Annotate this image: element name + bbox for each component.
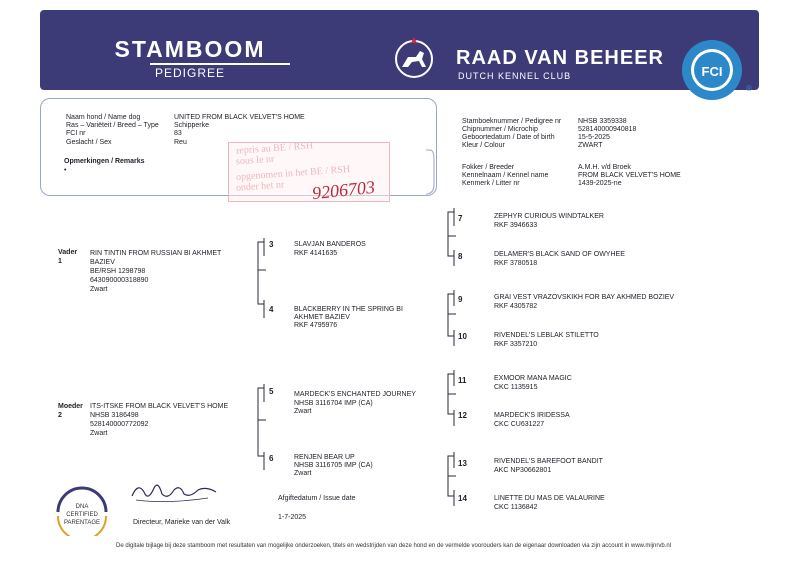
gp-line: Zwart bbox=[294, 470, 312, 477]
breeder-value: A.M.H. v/d Broek bbox=[578, 164, 631, 171]
dam-number: 2 bbox=[58, 412, 62, 419]
dam-reg: NHSB 3186498 bbox=[90, 412, 139, 419]
gp-line: SLAVJAN BANDEROS bbox=[294, 241, 366, 248]
org-name: RAAD VAN BEHEER bbox=[456, 47, 664, 69]
kennel-label: Kennelnaam / Kennel name bbox=[462, 172, 549, 179]
colour-value: ZWART bbox=[578, 142, 603, 149]
chip-label: Chipnummer / Microchip bbox=[462, 126, 538, 133]
stamp-line-2: sous le nr bbox=[235, 153, 275, 168]
sire-name-1: RIN TINTIN FROM RUSSIAN BI AKHMET bbox=[90, 250, 222, 257]
dob-value: 15-5-2025 bbox=[578, 134, 610, 141]
litter-label: Kenmerk / Litter nr bbox=[462, 180, 520, 187]
stamp-line-4: onder het nr bbox=[235, 179, 285, 194]
ggp-reg: RKF 3357210 bbox=[494, 341, 538, 348]
ggp-number: 14 bbox=[458, 494, 467, 503]
gp-line: MARDECK'S ENCHANTED JOURNEY bbox=[294, 391, 416, 398]
gp-line: AKHMET BAZIEV bbox=[294, 314, 350, 321]
gp-number: 4 bbox=[269, 305, 274, 314]
sire-chip: 643090000318890 bbox=[90, 277, 149, 284]
ggp-number: 11 bbox=[458, 376, 467, 385]
ggp-number: 13 bbox=[458, 459, 467, 468]
dna-line-2: CERTIFIED bbox=[66, 512, 98, 518]
kennel-value: FROM BLACK VELVET'S HOME bbox=[578, 172, 681, 179]
pedigree-label: Stamboeknummer / Pedigree nr bbox=[462, 118, 562, 125]
ggp-name: DELAMER'S BLACK SAND OF OWYHEE bbox=[494, 251, 625, 258]
gp-line: RKF 4795976 bbox=[294, 322, 338, 329]
remarks-bullet: • bbox=[64, 167, 67, 174]
ggp-name: RIVENDEL'S BAREFOOT BANDIT bbox=[494, 458, 603, 465]
fci-value: 83 bbox=[174, 130, 182, 137]
remarks-label: Opmerkingen / Remarks bbox=[64, 158, 145, 165]
stamp-line-1: repris au BE / RSH bbox=[235, 140, 314, 157]
dam-name: ITS-ITSKE FROM BLACK VELVET'S HOME bbox=[90, 403, 229, 410]
gp-number: 5 bbox=[269, 387, 274, 396]
name-label: Naam hond / Name dog bbox=[66, 114, 141, 121]
dam-colour: Zwart bbox=[90, 430, 108, 437]
gp-line: RKF 4141635 bbox=[294, 250, 338, 257]
pedigree-value: NHSB 3359338 bbox=[578, 118, 627, 125]
litter-value: 1439-2025-ne bbox=[578, 180, 622, 187]
ggp-name: GRAI VEST VRAZOVSKIKH FOR BAY AKHMED BOZIEV bbox=[494, 294, 675, 301]
org-subtitle: DUTCH KENNEL CLUB bbox=[458, 71, 572, 81]
breed-label: Ras – Variëteit / Breed – Type bbox=[66, 122, 159, 129]
issue-date: 1-7-2025 bbox=[278, 514, 307, 521]
stamp-line-3: opgenomen in het BE / RSH bbox=[235, 164, 351, 183]
gp-line: NHSB 3116705 IMP (CA) bbox=[294, 462, 373, 469]
dna-line-3: PARENTAGE bbox=[63, 520, 101, 526]
ggp-name: EXMOOR MANA MAGIC bbox=[494, 375, 572, 382]
gp-line: RENJEN BEAR UP bbox=[294, 454, 355, 461]
gp-line: NHSB 3116704 IMP (CA) bbox=[294, 400, 373, 407]
dna-line-1: DNA bbox=[75, 504, 89, 510]
gp-line: Zwart bbox=[294, 408, 312, 415]
colour-label: Kleur / Colour bbox=[462, 142, 505, 149]
ggp-reg: RKF 3946633 bbox=[494, 222, 538, 229]
gp-line: BLACKBERRY IN THE SPRING BI bbox=[294, 306, 403, 313]
director-signature bbox=[128, 478, 220, 508]
sire-number: 1 bbox=[58, 258, 62, 265]
page-title: STAMBOOM bbox=[114, 36, 266, 62]
breed-value: Schipperke bbox=[174, 122, 210, 129]
ggp-number: 8 bbox=[458, 252, 463, 261]
ggp-number: 12 bbox=[458, 411, 467, 420]
ggp-name: LINETTE DU MAS DE VALAURINE bbox=[494, 495, 605, 502]
ggp-reg: RKF 3780518 bbox=[494, 260, 538, 267]
director-name: Directeur, Marieke van der Valk bbox=[133, 519, 231, 526]
ggp-number: 10 bbox=[458, 332, 467, 341]
sire-name-2: BAZIEV bbox=[90, 259, 115, 266]
gp-number: 3 bbox=[269, 240, 274, 249]
issue-date-label: Afgiftedatum / Issue date bbox=[278, 495, 356, 502]
ggp-reg: CKC CU631227 bbox=[494, 421, 545, 428]
ggp-name: RIVENDEL'S LEBLAK STILETTO bbox=[494, 332, 599, 339]
footer-disclaimer: De digitale bijlage bij deze stamboom met resultaten van mogelijke onderzoeken, titels en wedstrijden van deze hond en de vermelde voorouders kan de eigenaar downloaden via zijn account in www.mijnrvb.nl bbox=[116, 543, 671, 549]
ggp-number: 9 bbox=[458, 295, 463, 304]
page-subtitle: PEDIGREE bbox=[154, 66, 225, 80]
registered-mark: ® bbox=[746, 84, 752, 93]
ggp-reg: AKC NP30662801 bbox=[494, 467, 552, 474]
dna-certified-icon bbox=[54, 486, 110, 536]
sire-label: Vader bbox=[58, 249, 78, 256]
ggp-number: 7 bbox=[458, 214, 463, 223]
dog-name: UNITED FROM BLACK VELVET'S HOME bbox=[174, 114, 305, 121]
fci-seal-text: FCI bbox=[701, 64, 723, 79]
chip-value: 528140000940818 bbox=[578, 126, 637, 133]
gp-number: 6 bbox=[269, 454, 274, 463]
ggp-reg: CKC 1135915 bbox=[494, 384, 538, 391]
fci-label: FCI nr bbox=[66, 130, 86, 137]
dob-label: Geboortedatum / Date of birth bbox=[462, 134, 555, 141]
sex-label: Geslacht / Sex bbox=[66, 139, 112, 146]
ggp-reg: RKF 4305782 bbox=[494, 303, 538, 310]
sex-value: Reu bbox=[174, 139, 187, 146]
ggp-name: ZEPHYR CURIOUS WINDTALKER bbox=[494, 213, 604, 220]
ggp-name: MARDECK'S IRIDESSA bbox=[494, 412, 570, 419]
sire-reg: BE/RSH 1298798 bbox=[90, 268, 146, 275]
dam-chip: 528140000772092 bbox=[90, 421, 149, 428]
dam-label: Moeder bbox=[58, 403, 83, 410]
handwritten-number: 9206703 bbox=[311, 176, 376, 204]
ggp-reg: CKC 1136842 bbox=[494, 504, 538, 511]
breeder-label: Fokker / Breeder bbox=[462, 164, 515, 171]
sire-colour: Zwart bbox=[90, 286, 108, 293]
